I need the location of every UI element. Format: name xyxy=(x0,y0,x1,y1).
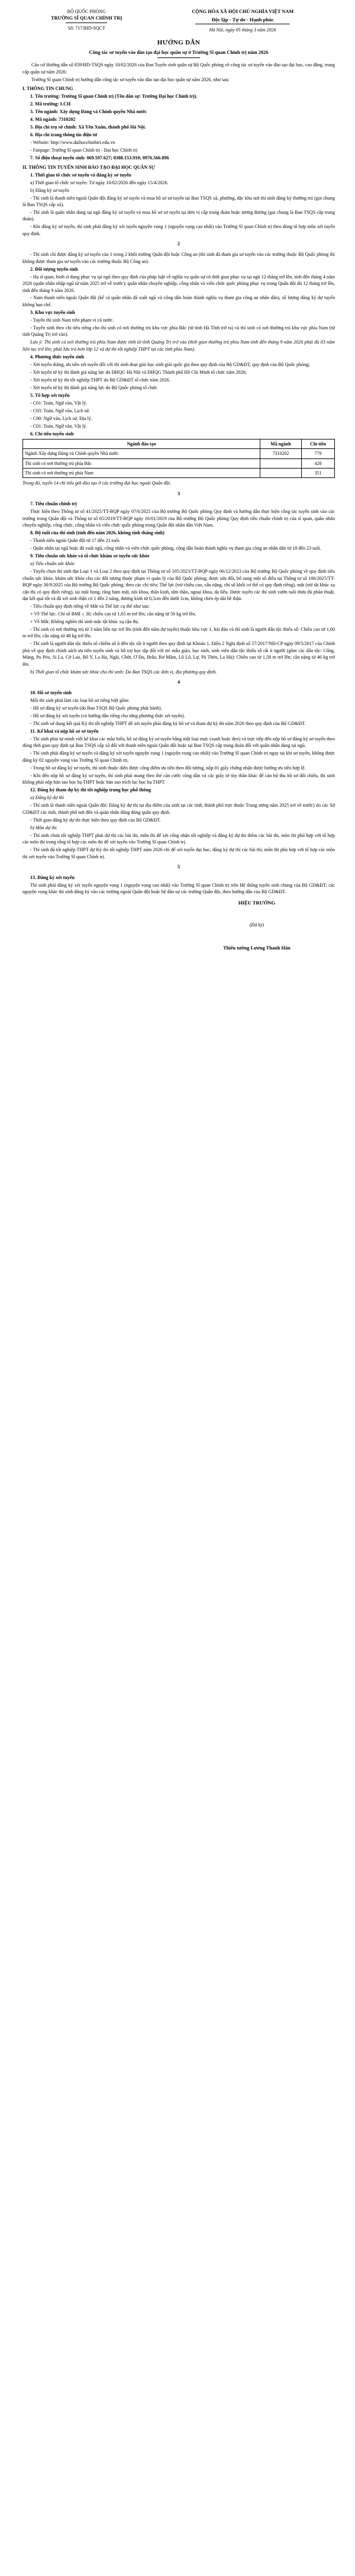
cell-code-1 xyxy=(260,458,302,468)
block-3-heading: 3. Khu vực tuyển sinh xyxy=(30,309,75,315)
quota-table xyxy=(22,439,335,478)
section-12-sub-b: b) Môn dự thi xyxy=(30,825,57,830)
document-page xyxy=(0,0,355,963)
section-8-p2: - Quân nhân tại ngũ hoặc đã xuất ngũ, công nhân và viên chức quốc phòng, công dân hoàn thành nghĩa vụ tham gia công an nhân dân từ 18 đến 23 tuổi. xyxy=(30,546,321,551)
section-11-p1: - Thí sinh phải tự mình viết kê khai các mẫu biểu, hồ sơ đăng ký sơ tuyển bằng một loại mực (xanh hoặc đen) và trực tiếp đến nộp hồ sơ đăng ký sơ tuyển theo đúng thời gian quy định tại Ban TSQS cấp xã đối với thanh niên ngoài Quân đội hoặc tại Ban TSQS cấp trung đoàn đối với quân nhân đang tại ngũ. xyxy=(22,736,335,749)
section-9-p5: - Thí sinh có nơi thường trú từ 3 năm liên tục trở lên (tính đến năm dự tuyển) thuộc khu vực 1, hải đảo và thí sinh là người dân tộc thiểu số: Chiều cao từ 1,60 m trở lên; cân nặng từ 48 kg trở lên. xyxy=(22,626,335,639)
block-4-p1: - Xét tuyển thẳng, ưu tiên xét tuyển đối với thí sinh đoạt giải học sinh giỏi quốc gia theo quy định của Bộ GD&ĐT, quy định của Bộ Quốc phòng; xyxy=(30,361,310,367)
section-9-sub-b: b) Thời gian tổ chức khám sức khỏe cho thí sinh: Do Ban TSQS các đơn vị, địa phương quy định. xyxy=(30,669,217,675)
section-13-heading: 13. Đăng ký xét tuyển xyxy=(30,874,75,880)
page-number-4: 4 xyxy=(177,679,180,685)
cell-quota-1: 428 xyxy=(302,458,335,468)
block-2-heading: 2. Đối tượng tuyển sinh xyxy=(30,266,78,272)
block-1-p5: - Khi đăng ký sơ tuyển, thí sinh phải đăng ký xét tuyển nguyện vọng 1 (nguyện vọng cao nhất) vào Trường Sĩ quan Chính trị theo đúng tổ hợp môn xét tuyển quy định. xyxy=(22,224,335,236)
signature-block xyxy=(22,899,335,952)
section-10-p4: - Thí sinh sử dụng kết quả Kỳ thi tốt nghiệp THPT để xét tuyển phải đăng ký hồ sơ và tham dự kỳ thi năm 2026 theo quy định của Bộ GD&ĐT. xyxy=(30,720,306,726)
page-subtitle: Công tác sơ tuyển vào đào tạo đại học quân sự ở Trường Sĩ quan Chính trị năm 2026 xyxy=(89,49,269,55)
section-12-p4: - Thí sinh đã tốt nghiệp THPT dự Kỳ thi tốt nghiệp THPT năm 2026 chỉ để xét tuyển đại học, đăng ký dự thi các bài thi, môn thi phù hợp với tổ hợp các môn thi xét tuyển vào Trường Sĩ quan Chính trị. xyxy=(22,847,335,859)
section-11-p2: - Thí sinh phải đăng ký sơ tuyển và đăng ký xét tuyển nguyện vọng 1 (nguyện vọng cao nhất) vào Trường Sĩ quan Chính trị ngay tại khi sơ tuyển, không được đăng ký 02 nguyện vọng vào Trường Sĩ quan Chính trị. xyxy=(22,750,335,763)
cell-major-2: Thí sinh có nơi thường trú phía Nam xyxy=(23,468,260,477)
section-12-sub-a: a) Đăng ký dự thi xyxy=(30,795,64,801)
block-3-p2: - Tuyển sinh theo chỉ tiêu riêng cho thí sinh có nơi thường trú khu vực phía Bắc (từ tỉnh Hà Tĩnh trở ra) và thí sinh có nơi thường trú khu vực phía Nam (từ tỉnh Quảng Trị trở vào). xyxy=(22,325,335,338)
header-left-block xyxy=(22,8,150,33)
section-1-item-5: 5. Địa chỉ trụ sở chính: Xã Yên Xuân, thành phố Hà Nội. xyxy=(30,124,146,130)
section-8-heading: 8. Độ tuổi của thí sinh (tính đến năm 2026, không tính tháng sinh) xyxy=(30,530,164,536)
section-9-p4: + Về Mắt: Không nghẽn thí sinh mắc tật khúc xạ cận thị. xyxy=(30,618,140,624)
section-12-p2: - Thời gian đăng ký dự thi thực hiện theo quy định của Bộ GD&ĐT. xyxy=(30,817,161,823)
block-2-p2: - Nam thanh niên ngoài Quân đội (kể cả quân nhân đã xuất ngũ và công dân hoàn thành nghĩa vụ tham gia công an nhân dân), số lượng đăng ký dự tuyển không hạn chế. xyxy=(22,295,335,307)
section-10-heading: 10. Hồ sơ tuyển sinh xyxy=(30,689,72,695)
col-major: Ngành đào tạo xyxy=(23,440,260,449)
country-name: CỘNG HÒA XÃ HỘI CHỦ NGHĨA VIỆT NAM xyxy=(192,9,294,14)
section-1-phone: 7. Số điện thoại tuyển sinh: 069.597.627; 0388.153.910; 0976.566.896 xyxy=(30,155,169,161)
block-5-p4: - C01: Toán, Ngữ văn, Vật lý. xyxy=(30,423,88,429)
cell-major-1: Thí sinh có nơi thường trú phía Bắc xyxy=(23,458,260,468)
section-9-heading: 9. Tiêu chuẩn sức khỏe và tổ chức khám sơ tuyển sức khỏe xyxy=(30,553,150,559)
section-1-item-1: 1. Tên trường: Trường Sĩ quan Chính trị (Tên dân sự: Trường Đại học Chính trị). xyxy=(30,94,198,100)
section-12-p1: - Thí sinh là thanh niên ngoài Quân đội: Đăng ký dự thi tại địa điểm của sinh tại các tỉnh, thành phố trực thuộc Trung ương năm 2025 trở về trước) do các Sở GD&ĐT các tỉnh, thành phố nơi đến và quản nhân đăng đóng quân quy định. xyxy=(22,803,335,815)
section-10-p3: - Hồ sơ đăng ký xét tuyển (có hướng dẫn riêng cho từng phương thức xét tuyển). xyxy=(30,713,185,718)
section-1-heading: I. THÔNG TIN CHUNG xyxy=(22,86,73,92)
ministry-label: BỘ QUỐC PHÒNG xyxy=(67,9,106,14)
signer-name: Thiếu tướng Lương Thanh Hân xyxy=(223,945,291,951)
section-11-p4: - Khi đến nộp hồ sơ đăng ký sơ tuyển, thí sinh phải mang theo thẻ căn cước công dân và các giấy tờ tùy thân khác để cán bộ thu hồ sơ đối chiếu, thí sinh không phải nộp bản sao học bạ THPT hoặc bản sao trích lục học bạ THPT. xyxy=(22,772,335,785)
block-5-p2: - C03: Toán, Ngữ văn, Lịch sử. xyxy=(30,408,90,413)
block-2-p1: - Hạ sĩ quan, binh sĩ đang phục vụ tại ngũ theo quy định của pháp luật về nghĩa vụ quân sự có thời gian phục vụ tại ngũ 12 tháng trở lên, tính đến tháng 4 năm 2026 (quân nhân nhập ngũ từ năm 2025 trở về trước); quân nhân chuyên nghiệp, công nhân và viên chức quốc phòng phục vụ trong Quân đội đủ 12 tháng trở lên, tính đến tháng 9 năm 2026. xyxy=(22,274,335,293)
section-1-item-3: 3. Tên ngành: Xây dựng Đảng và Chính quyền Nhà nước xyxy=(30,109,147,115)
section-11-heading: 11. Kế khai và nộp hồ sơ sơ tuyển xyxy=(30,728,99,734)
page-number-3: 3 xyxy=(177,490,180,496)
page-number-5: 5 xyxy=(177,864,180,870)
signature-right xyxy=(179,899,335,952)
table-row xyxy=(23,449,335,458)
col-code: Mã ngành xyxy=(260,440,302,449)
title-divider xyxy=(157,57,200,58)
block-1-p4: - Thí sinh là quân nhân đang tại ngũ đăng ký sơ tuyển và mua hồ sơ sơ tuyển tại đơn vị cấp trung đoàn hoặc tương đương (gọi chung là Ban TSQS cấp trung đoàn). xyxy=(22,210,335,222)
section-7-heading: 7. Tiêu chuẩn chính trị xyxy=(30,501,77,507)
header-right-block xyxy=(150,8,335,33)
section-12-heading: 12. Đăng ký tham dự kỳ thi tốt nghiệp trung học phổ thông xyxy=(30,787,151,793)
page-title: HƯỚNG DẪN xyxy=(157,39,201,47)
intro-paragraph-2: Trường Sĩ quan Chính trị hướng dẫn công tác sơ tuyển vào đào tạo đại học quân sự năm 2026, như sau: xyxy=(31,76,230,82)
section-1-item-2: 2. Mã trường: LCH xyxy=(30,101,71,107)
cell-quota-0: 779 xyxy=(302,449,335,458)
block-3-note: Lưu ý: Thí sinh có nơi thường trú phía Nam được tính từ tỉnh Quảng Trị trở vào (thời gian thường trú phía Nam tính đến tháng 9 năm 2026 phải đủ 03 năm liên tục trở lên; phải lưu trú hơn lớp 12 và dự thi tốt nghiệp THPT tại các tỉnh phía Nam). xyxy=(22,339,335,352)
signature-note: (Đã ký) xyxy=(249,922,264,928)
block-4-heading: 4. Phương thức tuyển sinh xyxy=(30,354,84,360)
national-motto: Độc lập - Tự do - Hạnh phúc xyxy=(211,16,274,23)
place-date: Hà Nội, ngày 05 tháng 3 năm 2026 xyxy=(209,27,276,33)
block-1-p1: a) Thời gian tổ chức sơ tuyển: Từ ngày 10/02/2026 đến ngày 15/4/2026. xyxy=(30,179,169,185)
section-10-p1: Mỗi thí sinh phải làm các loại hồ sơ riêng biệt gồm: xyxy=(30,697,130,703)
block-1-p3: - Thí sinh là thanh niên ngoài Quân đội đăng ký sơ tuyển và mua hồ sơ sơ tuyển tại Ban TSQS xã, phường, đặc khu nơi thí sinh đăng ký thường trú (gọi chung là Ban TSQS cấp xã). xyxy=(22,195,335,208)
table-row xyxy=(23,468,335,477)
bottom-spacer xyxy=(22,952,335,958)
section-1-fanpage: - Fanpage: Trường Sĩ quan Chính trị - Đại học Chính trị xyxy=(30,147,138,153)
block-2-note: - Thí sinh chỉ được đăng ký sơ tuyển vào 1 trong 2 khối trường Quân đội hoặc Công an (thí sinh đã tham gia sơ tuyển vào các trường thuộc Bộ Quốc phòng thì không được tham gia sơ tuyển vào các trường thuộc Bộ Công an). xyxy=(22,252,335,264)
col-quota: Chỉ tiêu xyxy=(302,440,335,449)
block-5-heading: 5. Tổ hợp xét tuyển xyxy=(30,392,70,398)
section-9-p2: - Tiêu chuẩn quy định riêng về Mắt và Thể lực cụ thể như sau: xyxy=(30,603,150,609)
table-note: Trong đó, tuyển 14 chỉ tiêu gửi đào tạo ở các trường đại học ngoài Quân đội. xyxy=(22,480,171,486)
block-1-p2: b) Đăng ký sơ tuyển xyxy=(30,187,69,193)
table-header-row xyxy=(23,440,335,449)
table-row xyxy=(23,458,335,468)
block-4-p4: - Xét tuyển từ kỳ thi đánh giá năng lực do Bộ Quốc phòng tổ chức xyxy=(30,384,157,390)
section-1-item-4: 4. Mã ngành: 7310202 xyxy=(30,117,76,123)
cell-quota-2: 351 xyxy=(302,468,335,477)
school-label: TRƯỜNG SĨ QUAN CHÍNH TRỊ xyxy=(51,15,122,21)
document-number: Số: 7173HD-SQCT xyxy=(67,25,105,31)
section-9-p3: + Về Thể lực: Chỉ số BMI ≤ 30; chiều cao từ 1,65 m trở lên; cân nặng từ 50 kg trở lên. xyxy=(30,611,196,617)
block-4-p2: - Xét tuyển từ kỳ thi đánh giá năng lực do ĐHQG Hà Nội và ĐHQG Thành phố Hồ Chí Minh tổ chức năm 2026; xyxy=(30,369,247,375)
section-7-p1: Thực hiện theo Thông tư số 41/2025/TT-BQP ngày 07/6/2025 của Bộ trưởng Bộ Quốc phòng Quy định và hướng dẫn thực hiện công tác tuyển sinh vào các trường trong Quân đội và Thông tư số 05/2019/TT-BQP ngày 16/01/2019 của Bộ trưởng Bộ Quốc phòng Quy định tiêu chuẩn chính trị của sĩ quan, quân nhân chuyên nghiệp, công chức, công nhân và viên chức quốc phòng trong Quân đội nhân dân Việt Nam. xyxy=(22,509,335,528)
block-5-p3: - C00: Ngữ văn, Lịch sử, Địa lý. xyxy=(30,415,92,421)
section-2-heading: II. THÔNG TIN TUYỂN SINH ĐÀO TẠO ĐẠI HỌC QUÂN SỰ xyxy=(22,164,156,170)
section-13-p1: Thí sinh phải đăng ký xét tuyển nguyện vọng 1 (nguyện vọng cao nhất) vào Trường Sĩ quan Chính trị trên Hệ thống tuyển sinh chung của Bộ GD&ĐT; các nguyện vọng khác thí sinh đăng ký vào các trường ngoài Quân đội hoặc hệ dân sự các trường Quân đội, theo hướng dẫn của Bộ GD&ĐT. xyxy=(22,882,335,895)
cell-code-2 xyxy=(260,468,302,477)
intro-paragraph-1: Căn cứ Hướng dẫn số 859/HD-TSQS ngày 10/02/2026 của Ban Tuyển sinh quân sự Bộ Quốc phòng về công tác sơ tuyển vào đào tạo đại học, cao đẳng, trung cấp quân sự năm 2026; xyxy=(22,62,335,75)
block-3-p1: - Tuyển thí sinh Nam trên phạm vi cả nước. xyxy=(30,317,114,323)
block-1-heading: 1. Thời gian tổ chức sơ tuyển và đăng ký sơ tuyển xyxy=(30,172,131,178)
block-6-heading: 6. Chỉ tiêu tuyển sinh xyxy=(30,431,74,437)
section-1-website: - Website: http://www.daihocchinhtri.edu.vn xyxy=(30,140,115,146)
section-10-p2: - Hồ sơ đăng ký sơ tuyển (do Ban TSQS Bộ Quốc phòng phát hành). xyxy=(30,705,162,711)
section-1-item-6: 6. Địa chỉ trang thông tin điện tử xyxy=(30,132,98,138)
section-9-p6: - Thí sinh là người dân tộc thiểu số chiếm số ít đến tộc rất ít người theo quy định tại Khoản 1, Điều 2 Nghị định số 57/2017/NĐ-CP ngày 09/5/2017 của Chính phủ về quy định chính sách ưu tiên tuyển sinh và hỗ trợ học tập đối với trẻ mẫu giáo, học sinh, sinh viên dân tộc thiểu số rất ít người (gồm các dân tộc: Cống, Mảng, Pu Péo, Si La, Cờ Lao, Bố Y, La Ha, Ngái, Chứt, Ơ Đu, Brâu, Rơ Măm, Lô Lô, Lự, Pà Thẻn, La Hủ): Chiều cao từ 1,58 m trở lên; cân nặng từ 46 kg trở lên. xyxy=(22,641,335,667)
cell-major-0: Ngành Xây dựng Đảng và Chính quyền Nhà nước xyxy=(23,449,260,458)
block-5-p1: - C01: Toán, Ngữ văn, Vật lý. xyxy=(30,400,88,406)
cell-code-0: 7310202 xyxy=(260,449,302,458)
signature-left-spacer xyxy=(22,899,179,952)
section-9-sub-a: a) Tiêu chuẩn sức khỏe xyxy=(30,561,75,567)
section-8-p1: - Thanh niên ngoài Quân đội từ 17 đến 21 tuổi. xyxy=(30,538,121,544)
document-header xyxy=(22,8,335,33)
section-9-p1: - Tuyển chọn thí sinh đạt Loại 1 và Loại 2 theo quy định tại Thông tư số 105/2023/TT-BQP ngày 06/12/2023 của Bộ trưởng Bộ Quốc phòng về quy định tiêu chuẩn sức khỏe, khám sức khỏe cho các đối tượng thuộc phạm vi quản lý của Bộ Quốc phòng; được sửa đổi, bổ sung một số điều tại Thông tư số 106/2025/TT-BQP ngày 30/9/2025 của Bộ trưởng Bộ Quốc phòng, theo các chỉ tiêu: Thể lực (trừ chiều cao, cân nặng, chỉ số khối cơ thể có quy định riêng), mắt (trừ tật khúc xạ cận thị có quy định riêng), tai mũi họng, răng hàm mặt, nội khoa, thần kinh, tâm thần, ngoại khoa, da liễu. Được tuyển các thí sinh vướn tuổi thừa đủ phần thuật, đạt kết quả tốt và đã xét sinh thận có 1 đến 2 năng, đương kính từ 0,5cm đến dưới 1cm, không chèn ép dài bề thận. xyxy=(22,569,335,601)
block-4-p3: - Xét tuyển từ kỳ thi tốt nghiệp THPT do Bộ GD&ĐT tổ chức năm 2026. xyxy=(30,377,170,383)
section-11-p3: - Trong hồ sơ đăng ký sơ tuyển, thí sinh thuộc diện được công điểm ưu tiên theo đối tượng, nộp 01 giấy chứng nhận được hưởng ưu tiên hợp lệ. xyxy=(30,765,306,771)
section-12-p3: - Thí sinh chưa tốt nghiệp THPT phải dự thi các bài thi, môn thi để xét công nhận tốt nghiệp và đăng ký dự thi thêm các bài thi, môn thi phù hợp với tổ hợp các môn thi trong tổng tổ hợp các môn thi để xét tuyển vào Trường Sĩ quan Chính trị. xyxy=(22,832,335,845)
signer-title: HIỆU TRƯỞNG xyxy=(238,899,276,906)
page-number-2: 2 xyxy=(177,241,180,247)
